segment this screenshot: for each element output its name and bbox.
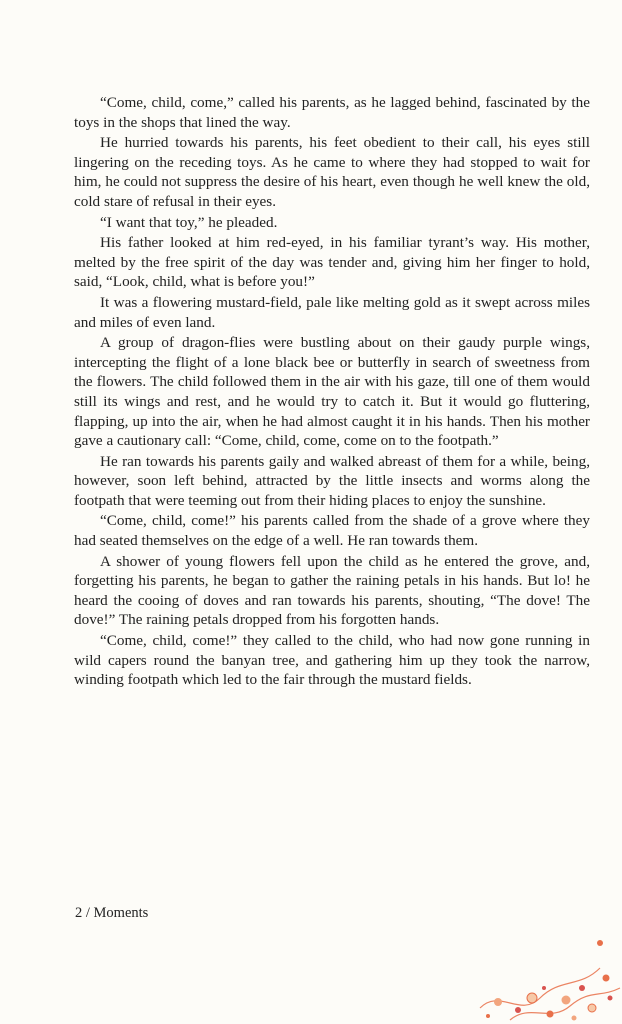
paragraph: “Come, child, come!” his parents called from the shade of a grove where they had seated themselves on the edge of a well. He ran towards them. — [74, 512, 590, 550]
paragraph: “I want that toy,” he pleaded. — [100, 213, 278, 231]
paragraph: A group of dragon-flies were bustling about on their gaudy purple wings, intercepting the flight of a lone black bee or butterfly in search of sweetness from the flowers. The child followed them in the air with his gaze, till one of them would still its wings and rest, and he would try to catch it. But it would go fluttering, flapping, up into the air, when he had almost caught it in his hands. Then his mother gave a cautionary call: “Come, child, come, come on to the footpath.” — [74, 334, 590, 450]
paragraph: It was a flowering mustard-field, pale like melting gold as it swept across miles and miles of even land. — [74, 293, 590, 331]
paragraph: His father looked at him red-eyed, in his familiar tyrant’s way. His mother, melted by the free spirit of the day was tender and, giving him her finger to hold, said, “Look, child, what is before you!” — [74, 234, 590, 291]
paragraph: A shower of young flowers fell upon the child as he entered the grove, and, forgetting his parents, he began to gather the raining petals in his hands. But lo! he heard the cooing of doves and ran towards his parents, shouting, “The dove! The dove!” The raining petals dropped from his forgotten hands. — [74, 552, 590, 629]
paragraph: He hurried towards his parents, his feet obedient to their call, his eyes still lingering on the receding toys. As he came to where they had stopped to wait for him, he could not suppress the desire of his heart, even though he well knew the old, cold stare of refusal in their eyes. — [74, 134, 590, 210]
paragraph: He ran towards his parents gaily and walked abreast of them for a while, being, however, soon left behind, attracted by the little insects and worms along the footpath that were teeming out from their hiding places to enjoy the sunshine. — [74, 452, 590, 509]
floral-ornament-icon — [470, 928, 622, 1024]
story-text — [74, 93, 590, 691]
page-footer: 2 / Moments — [75, 905, 149, 921]
paragraph: “Come, child, come!” they called to the child, who had now gone running in wild capers round the banyan tree, and gathering him up they took the narrow, winding footpath which led to the fair through the mustard fields. — [74, 632, 590, 689]
paragraph: “Come, child, come,” called his parents, as he lagged behind, fascinated by the toys in the shops that lined the way. — [74, 94, 590, 131]
